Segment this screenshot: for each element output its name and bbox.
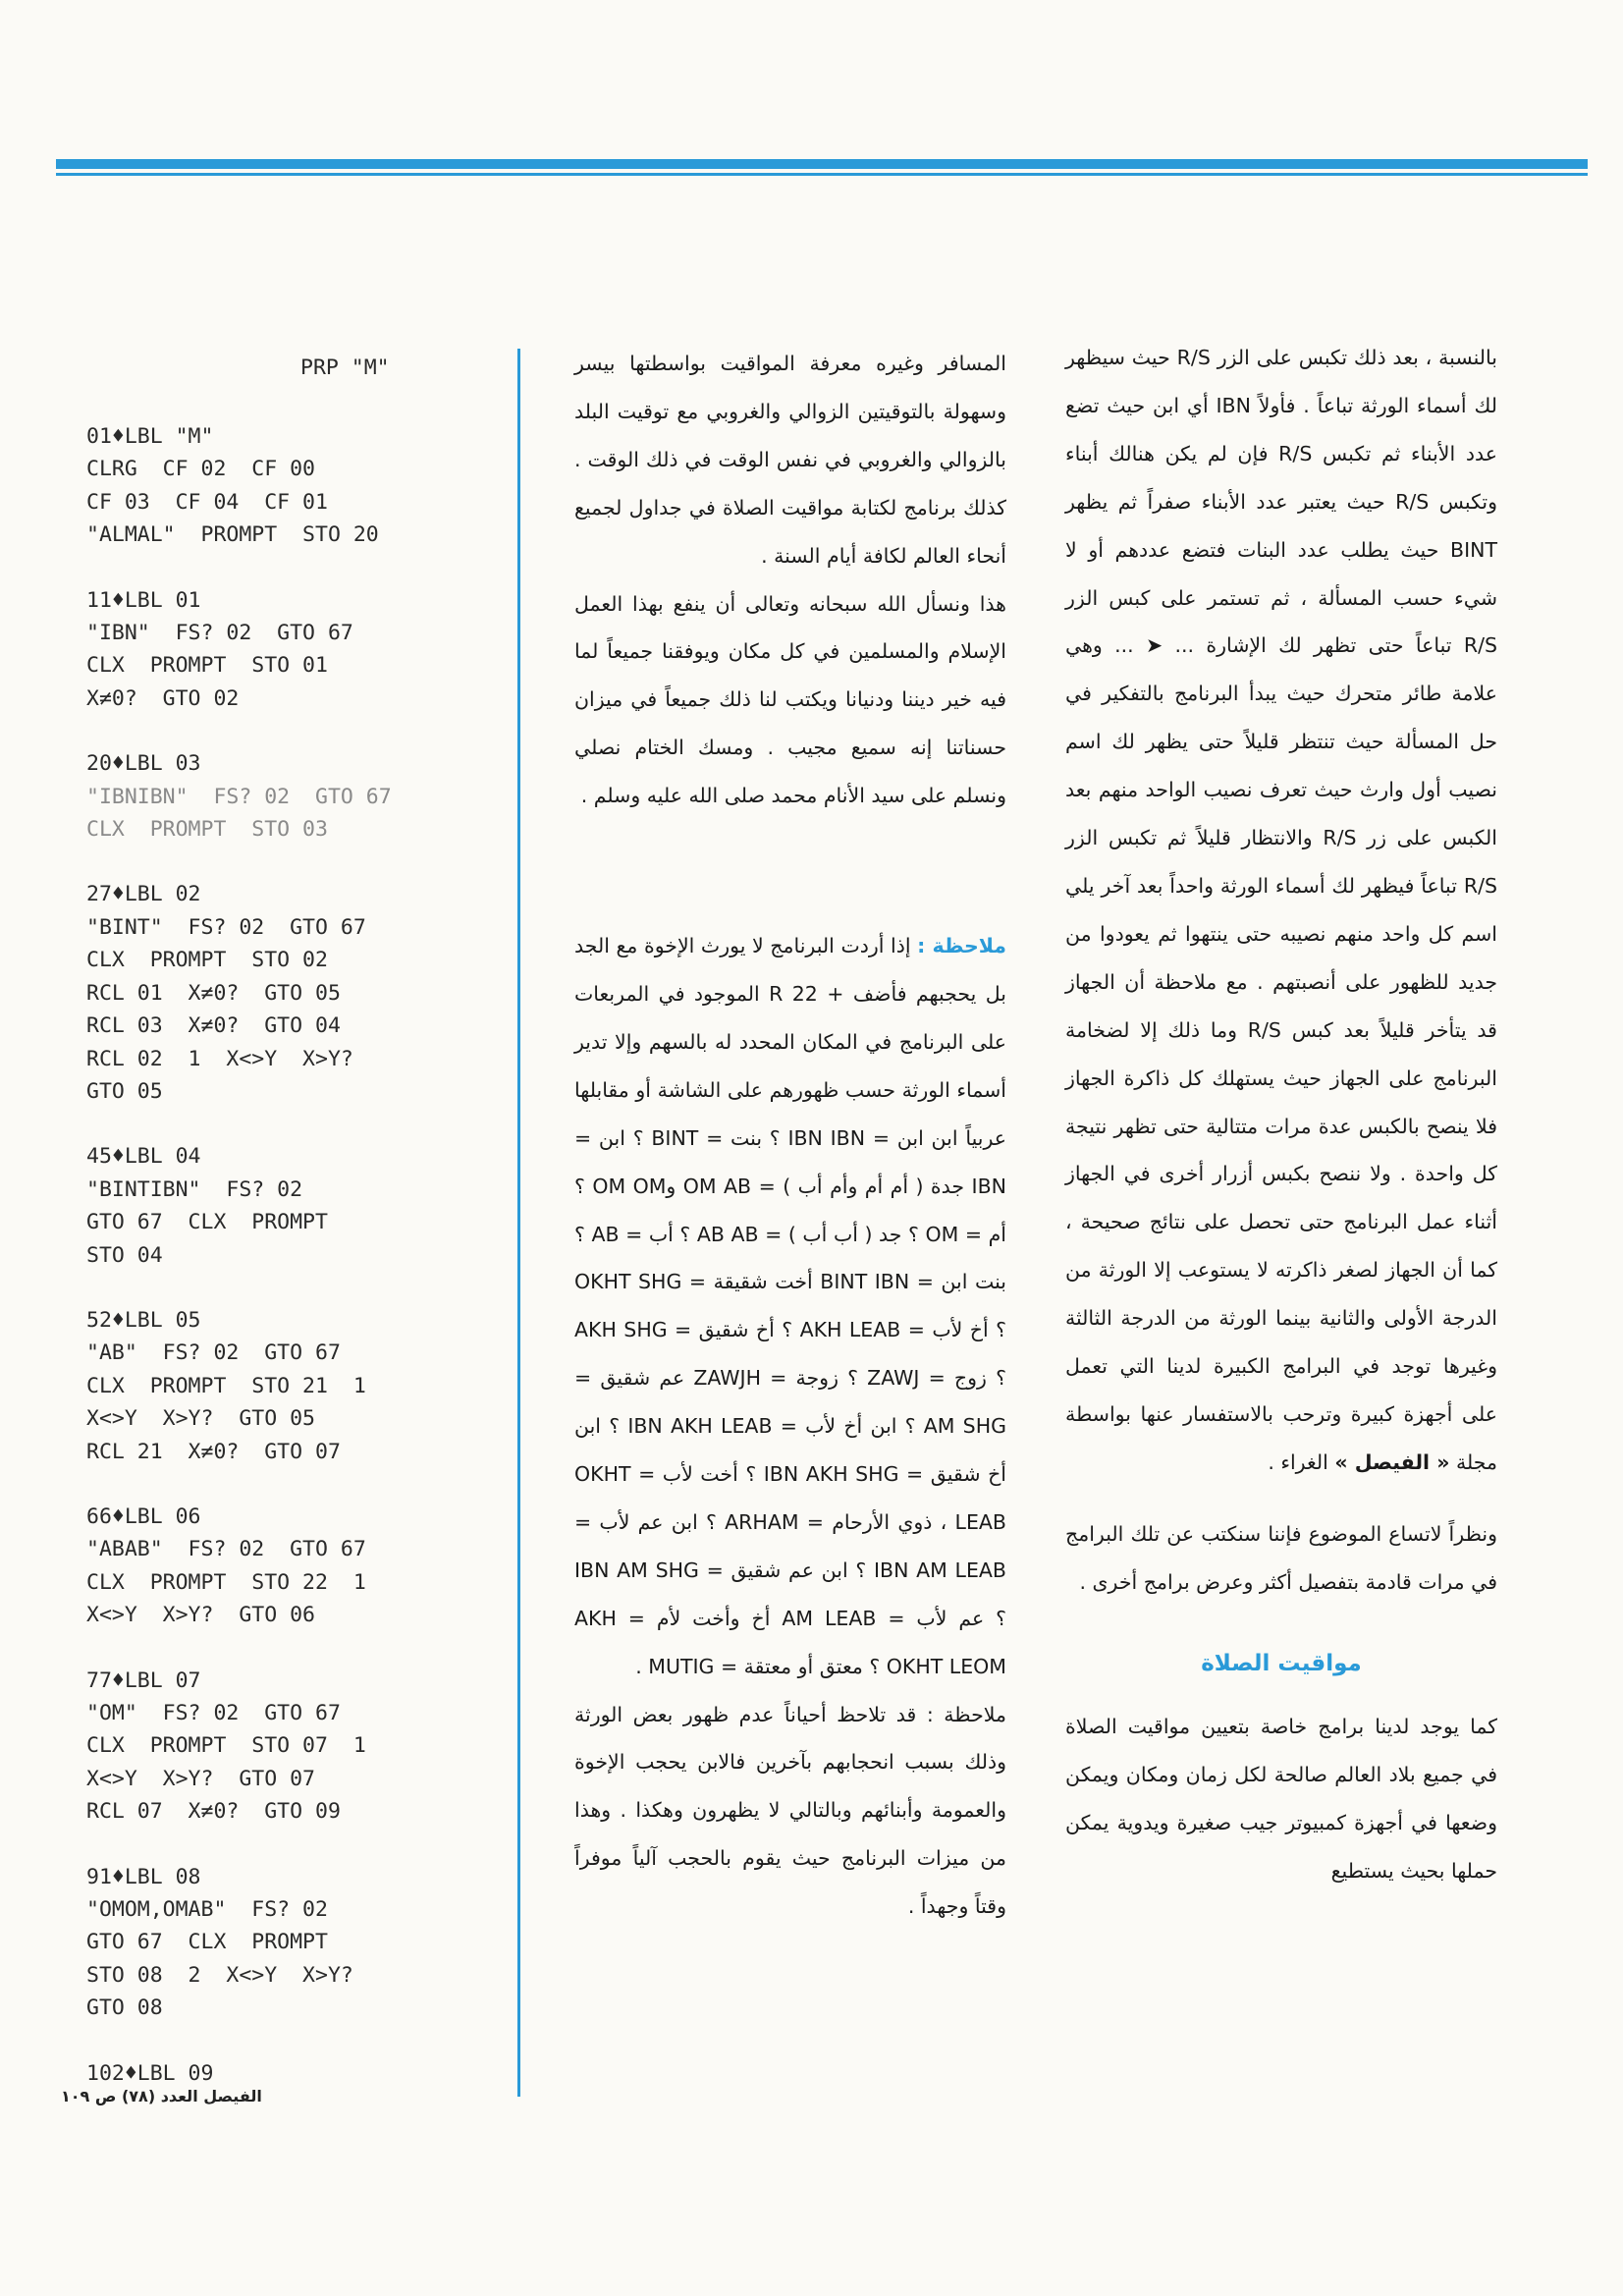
code-line: RCL 01 X≠0? GTO 05: [86, 980, 341, 1006]
code-line: 45♦LBL 04: [86, 1144, 201, 1170]
note-1-text: إذا أردت البرنامج لا يورث الإخوة مع الجد بل يحجبهم فأضف + R 22 الموجود في المربعات على البرنامج في المكان المحدد له بالسهم وإلا تدير أسماء الورثة حسب ظهورهم على الشاشة أو مقابلها عربياً ابن ابن = IBN IBN ؟ بنت = BINT ؟ ابن = IBN جدة ( أم أم وأم أب ) = OM AB وOM OM ؟ أم = OM ؟ جد ( أب أب ) = AB AB ؟ أب = AB ؟ بنت ابن = BINT IBN أخت شقيقة = OKHT SHG ؟ أخ لأب = AKH LEAB ؟ أخ شقيق = AKH SHG ؟ زوج = ZAWJ ؟ زوجة = ZAWJH عم شقيق = AM SHG ؟ ابن أخ لأب = IBN AKH LEAB ؟ ابن أخ شقيق = IBN AKH SHG ؟ أخت لأب = OKHT LEAB ، ذوي الأرحام = ARHAM ؟ ابن عم لأب = IBN AM LEAB ؟ ابن عم شقيق = IBN AM SHG ؟ عم لأب = AM LEAB أخ وأخت لأم = AKH OKHT LEOM ؟ معتق أو معتقة = MUTIG .: [574, 934, 1006, 1678]
code-line: RCL 07 X≠0? GTO 09: [86, 1799, 341, 1825]
code-block: [86, 2057, 420, 2090]
code-line: X<>Y X>Y? GTO 06: [86, 1603, 315, 1628]
code-line: CLX PROMPT STO 01: [86, 653, 328, 679]
note-2-label: ملاحظة :: [926, 1702, 1006, 1726]
code-block: [86, 1140, 420, 1272]
code-line: GTO 67 CLX PROMPT: [86, 1210, 328, 1235]
code-block: [86, 1665, 420, 1829]
note-2-text: قد تلاحظ أحياناً عدم ظهور بعض الورثة وذلك بسبب انحجابهم بآخرين فالابن يحجب الإخوة والعمومة وأبنائهم وبالتالي لا يظهرون وهكذا . وهذا من ميزات البرنامج حيث يقوم بالحجب آلياً موفراً وقتاً وجهداً .: [574, 1702, 1006, 1919]
code-block: [86, 747, 420, 846]
note-1-label: ملاحظة :: [917, 934, 1006, 958]
code-line: 77♦LBL 07: [86, 1667, 201, 1693]
code-line: GTO 67 CLX PROMPT: [86, 1930, 328, 1955]
code-line: STO 04: [86, 1242, 163, 1268]
code-line: RCL 03 X≠0? GTO 04: [86, 1013, 341, 1039]
page-footer: الفيصل العدد (٧٨) ص ١٠٩: [61, 2087, 262, 2105]
right-paragraph-2: ونظراً لاتساع الموضوع فإننا سنكتب عن تلك البرامج في مرات قادمة بتفصيل أكثر وعرض برامج أخرى .: [1065, 1521, 1497, 1594]
code-line: CLX PROMPT STO 07 1: [86, 1733, 366, 1759]
code-line: STO 08 2 X<>Y X>Y?: [86, 1962, 353, 1988]
code-line: "BINTIBN" FS? 02: [86, 1176, 303, 1202]
right-column: [1065, 334, 1497, 1895]
code-line: 102♦LBL 09: [86, 2060, 214, 2086]
column-divider: [517, 349, 520, 2097]
middle-column: [574, 340, 1006, 1931]
code-line: 01♦LBL "M": [86, 424, 214, 449]
code-line: "OMOM,OMAB" FS? 02: [86, 1897, 328, 1923]
code-line: X<>Y X>Y? GTO 05: [86, 1406, 315, 1432]
code-line: "IBN" FS? 02 GTO 67: [86, 621, 353, 646]
code-line: CLX PROMPT STO 02: [86, 948, 328, 973]
code-line: "IBNIBN" FS? 02 GTO 67: [86, 784, 392, 809]
code-block: [86, 584, 420, 716]
code-line: GTO 05: [86, 1078, 163, 1104]
code-block: [86, 420, 420, 552]
code-line: 52♦LBL 05: [86, 1307, 201, 1333]
code-line: 20♦LBL 03: [86, 751, 201, 777]
code-block: [86, 1304, 420, 1468]
code-line: RCL 21 X≠0? GTO 07: [86, 1439, 341, 1464]
right-paragraph-1-text: بالنسبة ، بعد ذلك تكبس على الزر R/S حيث سيظهر لك أسماء الورثة تباعاً . فأولاً IBN أي ابن حيث تضع عدد الأبناء ثم تكبس R/S فإن لم يكن هنالك أبناء وتكبس R/S حيث يعتبر عدد الأبناء صفراً ثم يظهر BINT حيث يطلب عدد البنات فتضع عددهم أو لا شيء حسب المسألة ، ثم تستمر على كبس الزر R/S تباعاً حتى تظهر لك الإشارة ... ➤ ... وهي علامة طائر متحرك حيث يبدأ البرنامج بالتفكير في حل المسألة حيث تنتظر قليلاً حتى يظهر لك اسم نصيب أول وارث حيث تعرف نصيب الواحد منهم بعد الكبس على زر R/S والانتظار قليلاً ثم تكبس الزر R/S تباعاً فيظهر لك أسماء الورثة واحداً بعد آخر يلي اسم كل واحد منهم نصيبه حتى ينتهوا ثم يعودوا من جديد للظهور على أنصبتهم . مع ملاحظة أن الجهاز قد يتأخر قليلاً بعد كبس R/S وما ذلك إلا لضخامة البرنامج على الجهاز حيث يستهلك كل ذاكرة الجهاز فلا ينصح بالكبس عدة مرات متتالية حتى تظهر نتيجة كل واحدة . ولا ننصح بكبس أزرار أخرى في الجهاز أثناء عمل البرنامج حتى تحصل على نتائج صحيحة ، كما أن الجهاز لصغر ذاكرته لا يستوعب إلا الورثة من الدرجة الأولى والثانية بينما الورثة من الدرجة الثالثة وغيرها توجد في البرامج الكبيرة لدينا التي تعمل على أجهزة كبيرة وترحب بالاستفسار عنها بواسطة مجلة: [1065, 346, 1497, 1474]
top-rule: [56, 159, 1588, 169]
code-header: PRP "M": [300, 355, 390, 380]
code-line: 91♦LBL 08: [86, 1864, 201, 1889]
note-1: [574, 922, 1006, 1691]
section-heading-prayer-times: مواقيت الصلاة: [1201, 1650, 1362, 1676]
top-rule-thin: [56, 173, 1588, 176]
code-line: CLX PROMPT STO 22 1: [86, 1569, 366, 1595]
code-line: 66♦LBL 06: [86, 1503, 201, 1529]
code-line: "AB" FS? 02 GTO 67: [86, 1340, 341, 1366]
right-paragraph-3: كما يوجد لدينا برامج خاصة بتعيين مواقيت الصلاة في جميع بلاد العالم صالحة لكل زمان ومكان ويمكن وضعها في أجهزة كمبيوتر جيب صغيرة ويدوية يمكن حملها بحيث يستطيع: [1065, 1715, 1497, 1884]
magazine-name: « الفيصل »: [1334, 1449, 1450, 1474]
code-line: RCL 02 1 X<>Y X>Y?: [86, 1046, 353, 1071]
right-paragraph-1: [1065, 334, 1497, 1487]
code-line: X<>Y X>Y? GTO 07: [86, 1766, 315, 1791]
middle-paragraph-1: المسافر وغيره معرفة المواقيت بواسطتها بيسر وسهولة بالتوقيتين الزوالي والغروبي مع توقيت البلد بالزوالي والغروبي في نفس الوقت في ذلك الوقت . كذلك برنامج لكتابة مواقيت الصلاة في جداول لجميع أنحاء العالم لكافة أيام السنة .: [574, 352, 1006, 568]
code-block: [86, 878, 420, 1108]
code-line: CF 03 CF 04 CF 01: [86, 489, 328, 515]
code-line: 11♦LBL 01: [86, 587, 201, 613]
code-line: X≠0? GTO 02: [86, 685, 240, 711]
code-line: "BINT" FS? 02 GTO 67: [86, 914, 366, 940]
code-block: [86, 1861, 420, 2025]
code-listing: [86, 420, 420, 2122]
note-2: [574, 1691, 1006, 1932]
code-line: CLX PROMPT STO 03: [86, 817, 328, 843]
code-line: GTO 08: [86, 1995, 163, 2021]
code-line: 27♦LBL 02: [86, 882, 201, 907]
code-line: CLX PROMPT STO 21 1: [86, 1373, 366, 1398]
code-line: "ABAB" FS? 02 GTO 67: [86, 1537, 366, 1562]
code-line: CLRG CF 02 CF 00: [86, 457, 315, 482]
code-line: "OM" FS? 02 GTO 67: [86, 1701, 341, 1725]
code-line: "ALMAL" PROMPT STO 20: [86, 522, 379, 548]
code-block: [86, 1501, 420, 1632]
middle-paragraph-2: هذا ونسأل الله سبحانه وتعالى أن ينفع بهذا العمل الإسلام والمسلمين في كل مكان ويوفقنا جميعاً لما فيه خير ديننا ودنيانا ويكتب لنا ذلك جميعاً في ميزان حسناتنا إنه سميع مجيب . ومسك الختام نصلي ونسلم على سيد الأنام محمد صلى الله عليه وسلم .: [574, 591, 1006, 808]
right-paragraph-1-end: الغراء .: [1268, 1449, 1328, 1474]
